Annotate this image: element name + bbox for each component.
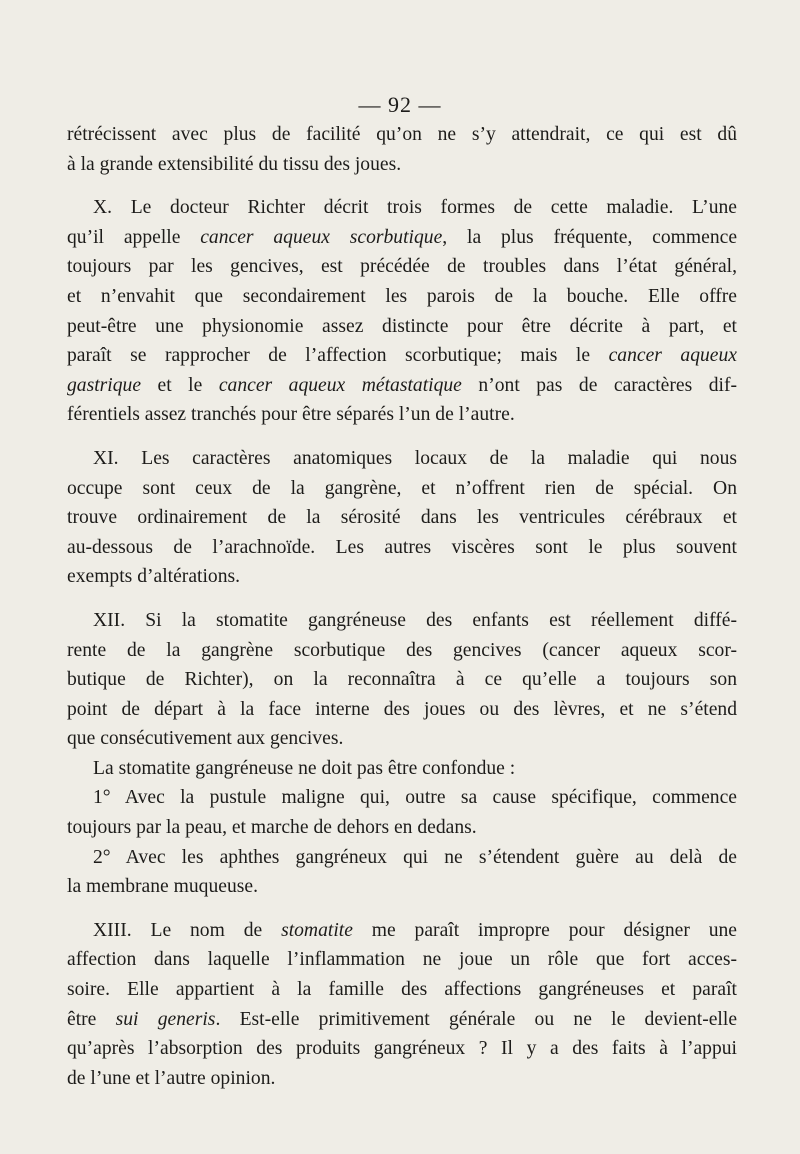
text-line: toujours par la peau, et marche de dehors en dedans.: [67, 817, 477, 839]
text-line: à la grande extensibilité du tissu des joues.: [67, 153, 402, 175]
text-line: XI. Les caractères anatomiques locaux de la maladie qui nous: [93, 447, 737, 469]
text-line: affection dans laquelle l’inflammation ne joue un rôle que fort acces-: [67, 949, 737, 971]
italic-term: cancer aqueux: [608, 345, 737, 367]
paragraph-section-xiii: [67, 916, 737, 1094]
italic-term: cancer aqueux scorbutique: [200, 226, 443, 248]
paragraph-continuation: [67, 120, 737, 179]
text-line: occupe sont ceux de la gangrène, et n’offrent rien de spécial. On: [67, 477, 737, 499]
text-line: être sui generis. Est-elle primitivement générale ou ne le devient-elle: [67, 1008, 738, 1030]
text-line: rétrécissent avec plus de facilité qu’on ne s’y attendrait, ce qui est dû: [67, 124, 737, 145]
paragraph-section-x: [67, 193, 737, 430]
text-line: point de départ à la face interne des joues ou des lèvres, et ne s’étend: [67, 698, 737, 720]
text-line: la membrane muqueuse.: [67, 876, 258, 898]
text-line: trouve ordinairement de la sérosité dans les ventricules cérébraux et: [67, 507, 737, 529]
text-line: soire. Elle appartient à la famille des affections gangréneuses et paraît: [67, 979, 737, 1001]
text-line: au-dessous de l’arachnoïde. Les autres viscères sont le plus souvent: [67, 536, 737, 558]
text-line: qu’après l’absorption des produits gangréneux ? Il y a des faits à l’appui: [67, 1038, 737, 1060]
text-line: et n’envahit que secondairement les parois de la bouche. Elle offre: [67, 285, 737, 307]
text-line: exempts d’altérations.: [67, 566, 241, 588]
text-line: peut-être une physionomie assez distincte pour être décrite à part, et: [67, 315, 737, 337]
paragraph-item-2: [67, 843, 737, 902]
text-line: férentiels assez tranchés pour être séparés l’un de l’autre.: [67, 404, 515, 426]
text-line: que consécutivement aux gencives.: [67, 728, 344, 750]
italic-term: gastrique: [67, 374, 142, 396]
text-line: gastrique et le cancer aqueux métastatique n’ont pas de caractères dif-: [67, 374, 737, 396]
italic-term: stomatite: [281, 919, 353, 941]
text-line: paraît se rapprocher de l’affection scorbutique; mais le cancer aqueux: [67, 345, 737, 367]
text-line: X. Le docteur Richter décrit trois formes de cette maladie. L’une: [93, 197, 737, 219]
text-line: toujours par les gencives, est précédée de troubles dans l’état général,: [67, 256, 737, 278]
paragraph-section-xi: [67, 444, 737, 592]
text-line: 2° Avec les aphthes gangréneux qui ne s’étendent guère au delà de: [93, 846, 737, 868]
paragraph-confusion-intro: [67, 754, 737, 784]
italic-term: cancer aqueux métastatique: [218, 374, 462, 396]
page-number: — 92 —: [358, 92, 442, 117]
paragraph-item-1: [67, 783, 737, 842]
text-line: butique de Richter), on la reconnaîtra à ce qu’elle a toujours son: [67, 669, 737, 691]
text-line: rente de la gangrène scorbutique des gencives (cancer aqueux scor-: [67, 639, 737, 661]
text-line: qu’il appelle cancer aqueux scorbutique, la plus fréquente, commence: [67, 226, 738, 248]
text-line: La stomatite gangréneuse ne doit pas être confondue :: [93, 757, 516, 779]
paragraph-section-xii: [67, 606, 737, 754]
text-line: XIII. Le nom de stomatite me paraît impropre pour désigner une: [93, 919, 737, 941]
body-text: [67, 120, 737, 1093]
text-line: 1° Avec la pustule maligne qui, outre sa cause spécifique, commence: [93, 787, 737, 809]
text-line: XII. Si la stomatite gangréneuse des enfants est réellement diffé-: [93, 609, 737, 631]
text-line: de l’une et l’autre opinion.: [67, 1067, 276, 1089]
italic-term: sui generis: [115, 1008, 216, 1030]
